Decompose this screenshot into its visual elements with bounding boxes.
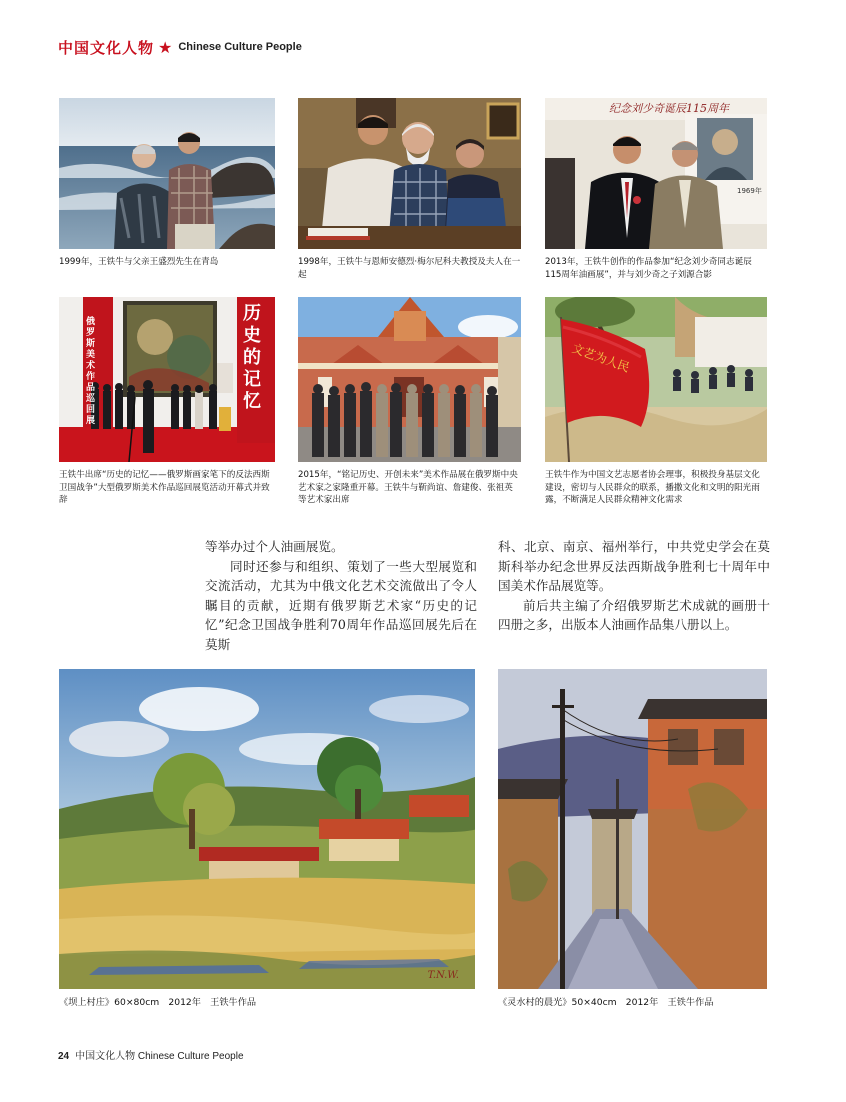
page-footer [58, 1047, 244, 1062]
painting-village-caption: 《坝上村庄》60×80cm 2012年 王铁牛作品 [59, 997, 257, 1008]
exhibition-banner-text: 纪念刘少奇诞辰115周年 [609, 102, 729, 115]
body-text-right-column [498, 537, 770, 635]
exhibition-side-title: 俄罗斯美术作品巡回展 [86, 317, 96, 426]
painting-lingshui-village [498, 669, 767, 989]
page-number: 24 [58, 1051, 70, 1062]
photo-liu-shaoqi-exhibition-caption: 2013年，王铁牛创作的作品参加“纪念刘少奇同志诞辰115周年油画展”，并与刘少奇之子刘源合影 [545, 257, 752, 280]
body-paragraph: 前后共主编了介绍俄罗斯艺术成就的画册十四册之多，出版本人油画作品集八册以上。 [498, 597, 770, 632]
footer-text: 中国文化人物 Chinese Culture People [75, 1051, 244, 1062]
photo-moscow-group-caption: 2015年，“铭记历史、开创未来”美术作品展在俄罗斯中央艺术家之家隆重开幕。王铁牛与靳尚谊、詹建俊、张祖英等艺术家出席 [298, 470, 518, 505]
body-paragraph: 同时还参与和组织、策划了一些大型展览和交流活动，尤其为中俄文化艺术交流做出了令人瞩目的贡献，近期有俄罗斯艺术家“历史的记忆”纪念卫国战争胜利70周年作品巡回展先后在莫斯 [205, 558, 477, 652]
magazine-logo-en: Chinese Culture People [178, 41, 302, 53]
magazine-logo-cn: 中国文化人物 [58, 38, 155, 57]
photo-seaside-caption: 1999年，王铁牛与父亲王盛烈先生在青岛 [59, 257, 219, 267]
photo-volunteer-flag-caption: 王铁牛作为中国文艺志愿者协会理事，积极投身基层文化建设，密切与人民群众的联系，播撒文化和文明的阳光雨露，不断满足人民群众精神文化需求 [545, 470, 760, 505]
painting-village [59, 669, 475, 989]
photo-with-professor-caption: 1998年，王铁牛与恩师安德烈·梅尔尼科夫教授及夫人在一起 [298, 257, 521, 280]
body-paragraph: 科、北京、南京、福州举行，中共党史学会在莫斯科举办纪念世界反法西斯战争胜利七十周年中国美术作品展览等。 [498, 539, 770, 593]
photo-history-memory-opening-caption: 王铁牛出席“历史的记忆——俄罗斯画家笔下的反法西斯卫国战争”大型俄罗斯美术作品巡回展览活动开幕式并致辞 [59, 470, 270, 505]
photo-liu-shaoqi-exhibition [545, 98, 767, 249]
magazine-header [58, 36, 302, 58]
body-paragraph: 等举办过个人油画展览。 [205, 539, 344, 554]
painting-lingshui-village-caption: 《灵水村的晨光》50×40cm 2012年 王铁牛作品 [498, 997, 714, 1008]
flag-text: 文艺为人民 [570, 341, 632, 375]
photo-seaside [59, 98, 275, 249]
exhibition-big-title: 历史的记忆 [243, 303, 261, 412]
painting-signature: T.N.W. [427, 970, 459, 981]
body-text-left-column [205, 537, 477, 654]
star-icon: ★ [158, 37, 173, 57]
exhibition-banner-year: 1969年 [737, 187, 762, 195]
photo-history-memory-opening [59, 297, 275, 462]
photo-with-professor [298, 98, 521, 249]
photo-moscow-group [298, 297, 521, 462]
photo-volunteer-flag [545, 297, 767, 462]
